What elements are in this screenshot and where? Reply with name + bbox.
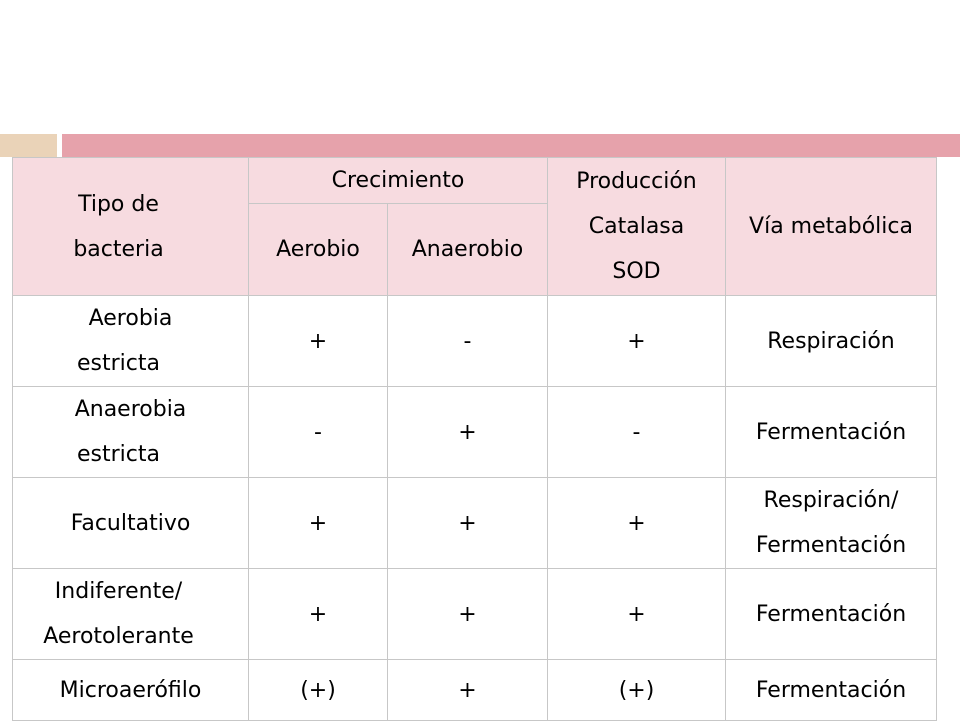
cell-produccion: (+) [548,660,726,721]
cell-anaerobio: + [388,387,548,478]
header-via: Vía metabólica [726,158,937,296]
cell-tipo [13,296,249,387]
cell-anaerobio: + [388,660,548,721]
cell-tipo-line2: Aerotolerante [43,624,194,649]
cell-tipo-line2: estricta [77,442,160,467]
cell-via [726,478,937,569]
cell-tipo-line1: Aerobia [88,306,173,331]
cell-aerobio: + [249,569,388,660]
cell-aerobio: - [249,387,388,478]
table-row [13,387,937,478]
header-produccion-line1: Producción [576,169,697,194]
bacteria-table [12,157,937,721]
cell-produccion: + [548,296,726,387]
header-produccion-line3: SOD [612,259,661,284]
cell-tipo: Facultativo [13,478,249,569]
header-anaerobio: Anaerobio [388,204,548,296]
cell-via: Fermentación [726,387,937,478]
cell-tipo [13,387,249,478]
header-aerobio: Aerobio [249,204,388,296]
title-bar-accent-left [0,134,57,157]
header-tipo-line1: Tipo de [78,191,159,217]
cell-aerobio: + [249,296,388,387]
cell-aerobio: + [249,478,388,569]
cell-via: Fermentación [726,569,937,660]
cell-tipo [13,569,249,660]
cell-produccion: + [548,569,726,660]
cell-via: Fermentación [726,660,937,721]
cell-tipo-line1: Indiferente/ [54,579,183,604]
table-row [13,660,937,721]
cell-anaerobio: + [388,478,548,569]
cell-tipo: Microaerófilo [13,660,249,721]
cell-tipo-line1: Anaerobia [74,397,187,422]
table-row [13,478,937,569]
cell-aerobio: (+) [249,660,388,721]
cell-tipo-line2: estricta [77,351,160,376]
table-row [13,296,937,387]
header-tipo [13,158,249,296]
cell-via-line1: Respiración/ [763,488,899,513]
header-tipo-line2: bacteria [73,236,164,262]
cell-produccion: + [548,478,726,569]
cell-via: Respiración [726,296,937,387]
cell-anaerobio: - [388,296,548,387]
cell-produccion: - [548,387,726,478]
table-row [13,569,937,660]
title-bar-accent-right [62,134,960,157]
header-produccion [548,158,726,296]
header-produccion-line2: Catalasa [588,214,685,239]
cell-via-line2: Fermentación [755,533,907,558]
header-crecimiento: Crecimiento [249,158,548,204]
cell-anaerobio: + [388,569,548,660]
